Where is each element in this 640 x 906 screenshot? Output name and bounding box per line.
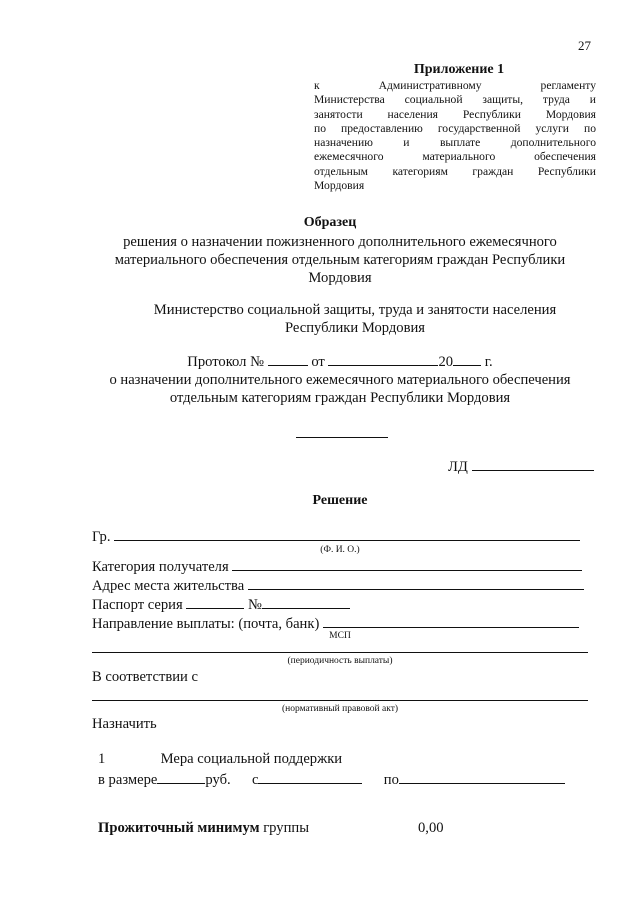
support-number: 1 [98,751,106,767]
address-field[interactable] [248,576,584,590]
protocol-year-suffix: г. [484,354,493,370]
from-label: с [251,772,259,788]
date-from-field[interactable] [258,770,362,784]
protocol-header [80,352,600,407]
appendix-line: занятости населения Республики Мордовия [314,107,596,121]
ld-field-row [448,457,594,476]
category-label: Категория получателя [92,559,229,575]
support-label: Мера социальной поддержки [160,751,343,767]
sample-subtitle-line: Мордовия [308,270,372,286]
subsistence-row [98,820,309,837]
to-label: по [383,772,399,788]
normative-act-field[interactable] [92,700,588,701]
subsistence-value: 0,00 [418,820,444,836]
fio-hint: (Ф. И. О.) [320,545,360,555]
passport-number-field[interactable] [262,595,350,609]
payment-direction-label: Направление выплаты: (почта, банк) [92,616,320,632]
protocol-from-label: от [311,354,325,370]
support-row [98,751,342,768]
protocol-number-field[interactable] [268,352,308,366]
protocol-label: Протокол № [187,354,265,370]
payment-direction-field[interactable] [323,614,579,628]
protocol-year-label: 20 [438,354,454,370]
subsistence-label: группы [263,820,309,836]
separator-rule [296,437,388,438]
citizen-label: Гр. [92,529,111,545]
protocol-year-field[interactable] [453,352,481,366]
ministry-line: Республики Мордовия [284,320,425,336]
appendix-line: назначению и выплате дополнительного [314,136,596,150]
appendix-text [314,79,596,193]
passport-row [92,595,350,614]
according-row: В соответствии с [92,669,198,685]
ld-field[interactable] [472,457,594,471]
sample-subtitle [100,233,580,287]
normative-hint: (нормативный правовой акт) [281,704,399,714]
assign-label: Назначить [92,716,157,732]
appendix-line: Мордовия [314,179,365,193]
appendix-line: к Административному регламенту [314,79,596,92]
passport-number-label: № [248,597,262,613]
amount-field[interactable] [157,770,205,784]
ministry-line: Министерство социальной защиты, труда и занятости населения [153,302,557,318]
periodicity-field[interactable] [92,652,588,653]
page-number: 27 [578,38,591,53]
sample-subtitle-line: материального обеспечения отдельным категориям граждан Республики [114,252,566,268]
appendix-line: Министерства социальной защиты, труда и [314,93,596,107]
citizen-row [92,527,580,546]
protocol-date-field[interactable] [328,352,438,366]
amount-row [98,770,565,789]
amount-prefix: в размере [98,772,158,788]
date-to-field[interactable] [399,770,565,784]
ld-label: ЛД [448,459,468,475]
appendix-title: Приложение 1 [413,62,505,77]
category-field[interactable] [232,557,582,571]
appendix-line: ежемесячного материального обеспечения [314,150,596,164]
protocol-line: о назначении дополнительного ежемесячного материального обеспечения [109,372,571,388]
sample-subtitle-line: решения о назначении пожизненного дополнительного ежемесячного [123,234,557,250]
ministry-name [100,301,610,337]
appendix-line: по предоставлению государственной услуги по [314,121,596,135]
passport-series-field[interactable] [186,595,244,609]
address-row [92,576,584,595]
category-row [92,557,582,576]
appendix-line: отдельным категориям граждан Республики [314,164,596,178]
address-label: Адрес места жительства [92,578,245,594]
passport-label: Паспорт серия [92,597,183,613]
sample-title: Образец [303,215,357,230]
msp-hint: МСП [329,631,351,641]
amount-currency: руб. [205,772,231,788]
periodicity-hint: (периодичность выплаты) [287,656,393,666]
subsistence-bold-label: Прожиточный минимум [98,820,260,836]
protocol-number-line [80,352,600,371]
citizen-name-field[interactable] [114,527,580,541]
decision-title: Решение [312,493,368,508]
protocol-line: отдельным категориям граждан Республики Мордовия [169,390,511,406]
